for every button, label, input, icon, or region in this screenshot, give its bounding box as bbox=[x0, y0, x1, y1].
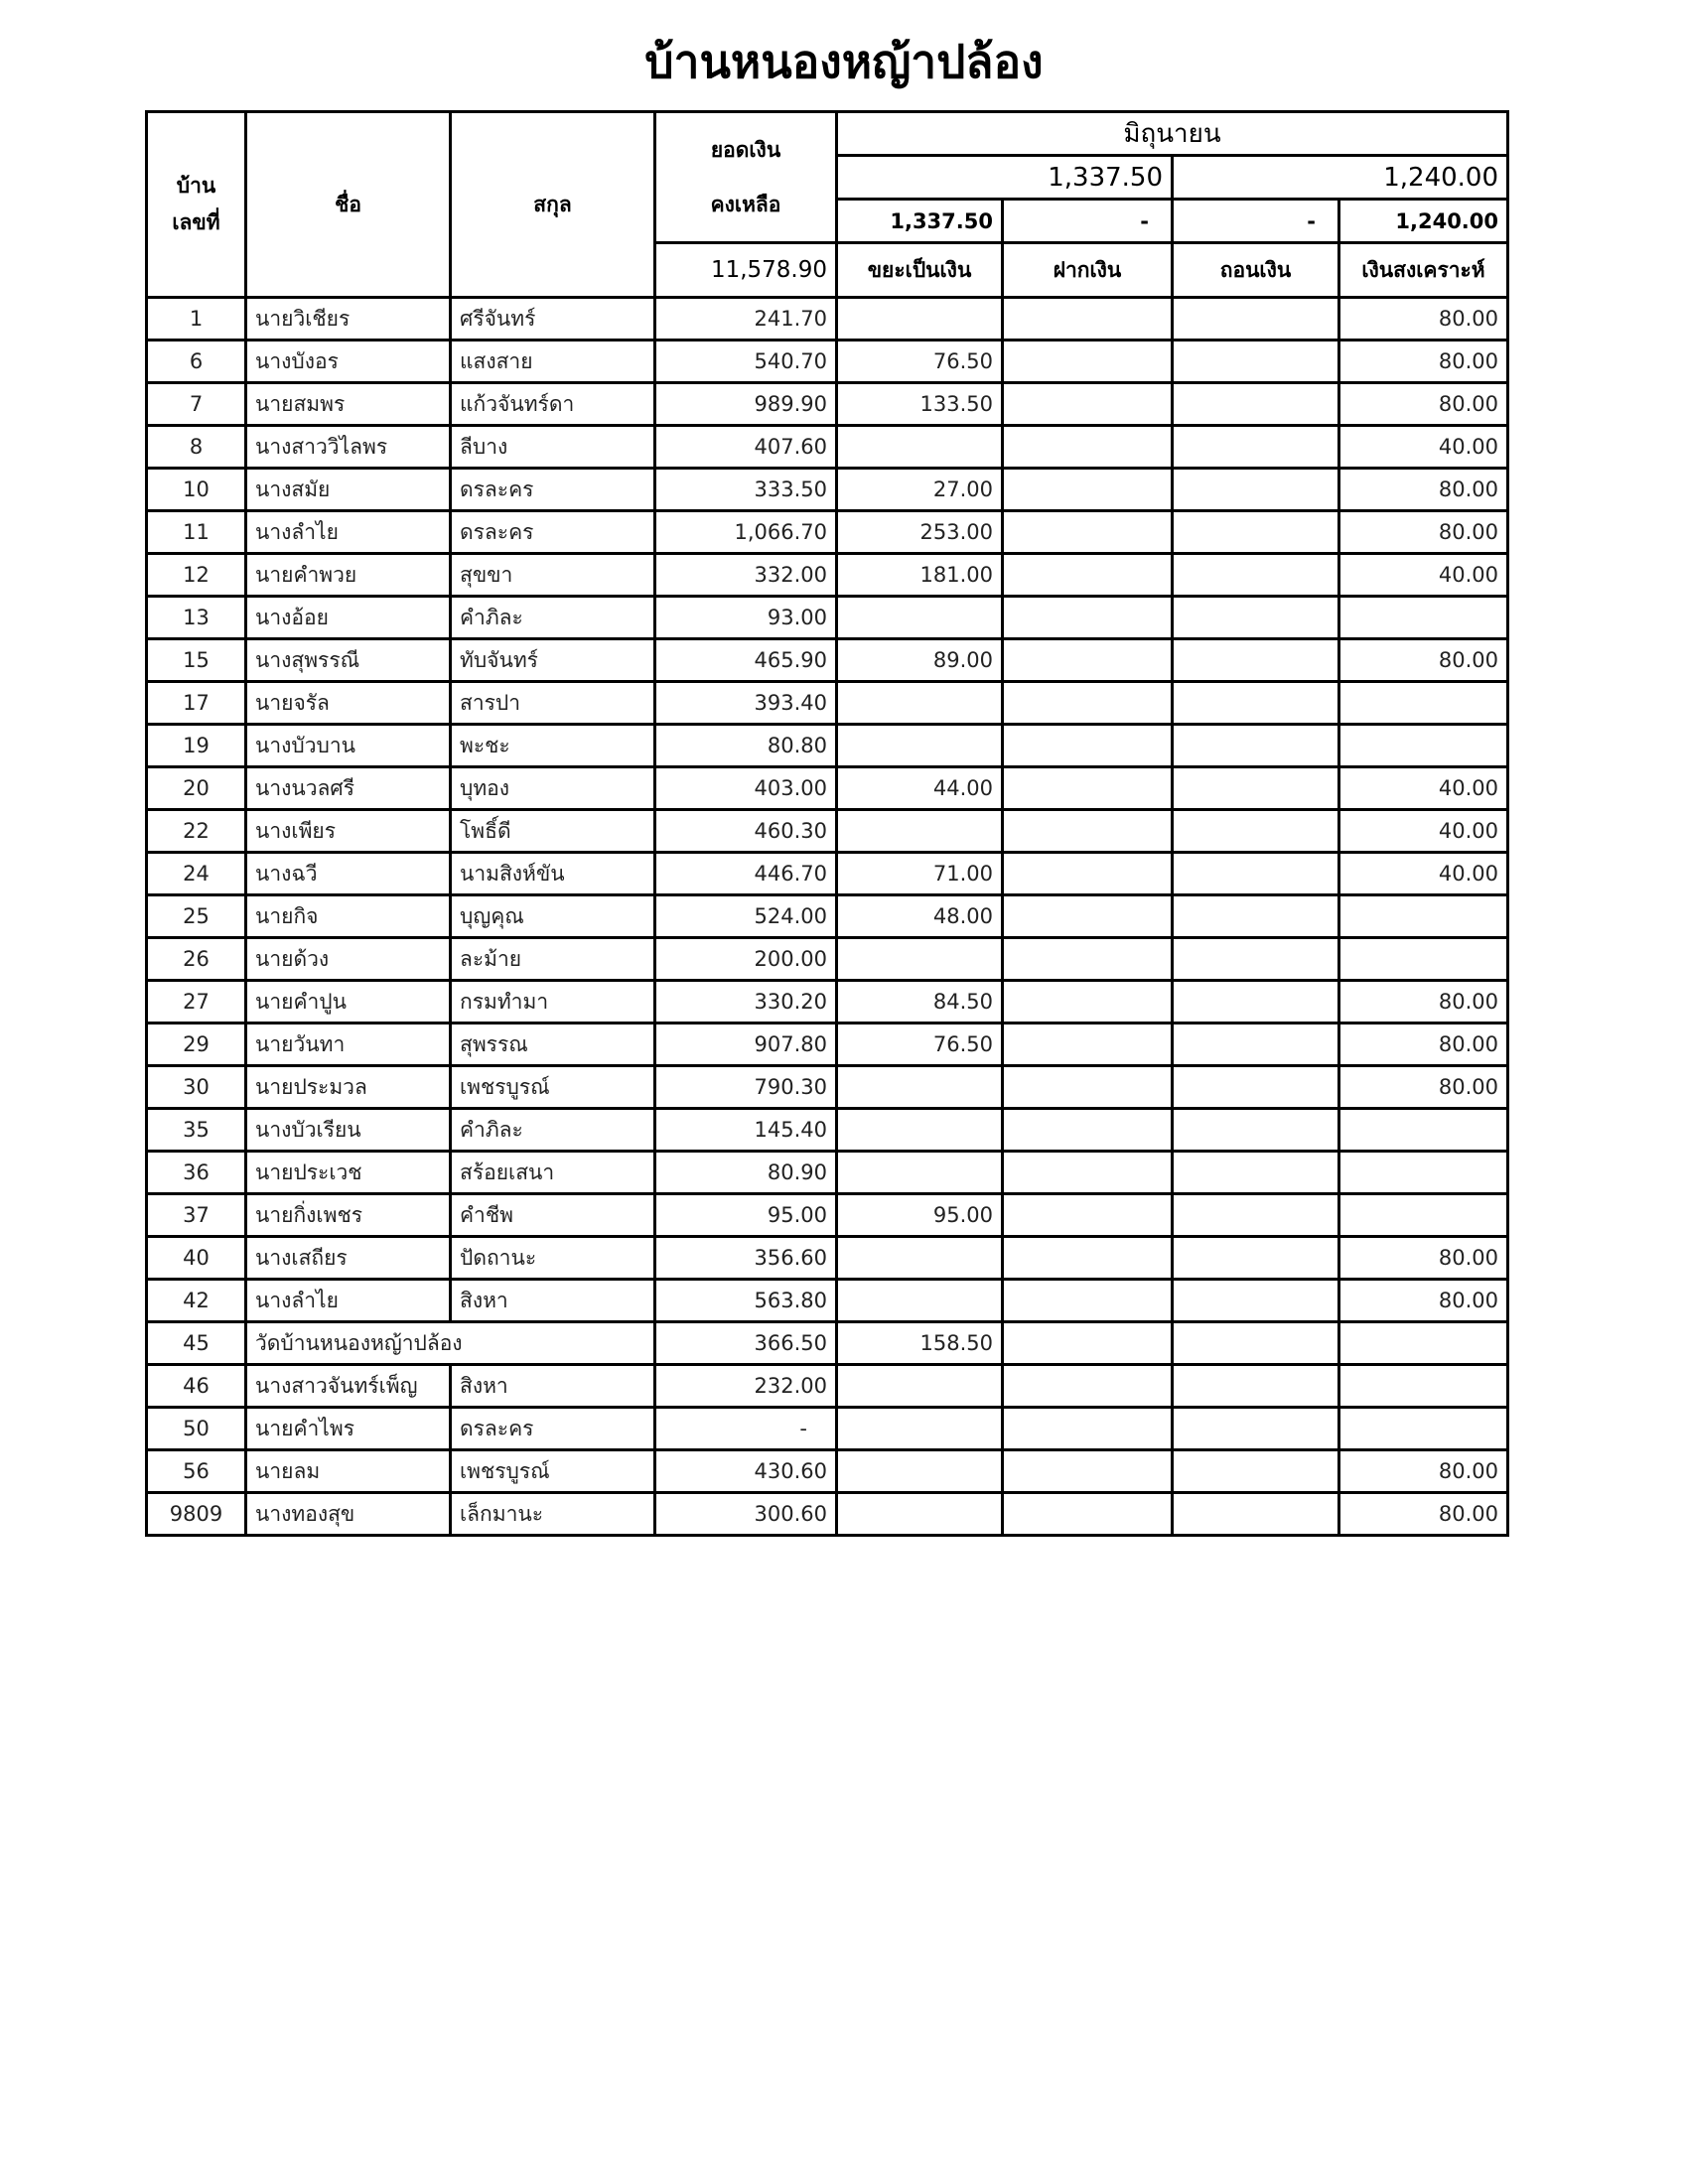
table-row bbox=[147, 298, 1508, 341]
cell-surname: ทับจันทร์ bbox=[451, 639, 655, 682]
cell-withdraw bbox=[1173, 597, 1339, 639]
table-row bbox=[147, 853, 1508, 895]
cell-waste-value: 27.00 bbox=[837, 469, 1003, 511]
cell-welfare bbox=[1339, 1109, 1508, 1152]
cell-surname: คำภิละ bbox=[451, 1109, 655, 1152]
cell-withdraw bbox=[1173, 1408, 1339, 1450]
cell-balance: 333.50 bbox=[655, 469, 837, 511]
header-group-total-1: 1,337.50 bbox=[837, 156, 1173, 200]
cell-withdraw bbox=[1173, 1237, 1339, 1280]
cell-withdraw bbox=[1173, 639, 1339, 682]
cell-balance: 563.80 bbox=[655, 1280, 837, 1322]
cell-balance: 907.80 bbox=[655, 1024, 837, 1066]
cell-house-no: 12 bbox=[147, 554, 246, 597]
cell-house-no: 8 bbox=[147, 426, 246, 469]
cell-house-no: 27 bbox=[147, 981, 246, 1024]
cell-name: นายคำพวย bbox=[246, 554, 451, 597]
header-col-welfare: เงินสงเคราะห์ bbox=[1339, 243, 1508, 298]
cell-balance: 446.70 bbox=[655, 853, 837, 895]
cell-surname: เพชรบูรณ์ bbox=[451, 1066, 655, 1109]
cell-welfare: 40.00 bbox=[1339, 810, 1508, 853]
header-total-deposit: - bbox=[1003, 200, 1173, 243]
table-row bbox=[147, 1194, 1508, 1237]
cell-name: นายคำไพร bbox=[246, 1408, 451, 1450]
cell-welfare: 80.00 bbox=[1339, 1280, 1508, 1322]
cell-balance: 200.00 bbox=[655, 938, 837, 981]
cell-name: นางบัวเรียน bbox=[246, 1109, 451, 1152]
cell-deposit bbox=[1003, 511, 1173, 554]
cell-house-no: 56 bbox=[147, 1450, 246, 1493]
cell-withdraw bbox=[1173, 1066, 1339, 1109]
header-total-waste: 1,337.50 bbox=[837, 200, 1003, 243]
cell-name: นางอ้อย bbox=[246, 597, 451, 639]
cell-welfare: 40.00 bbox=[1339, 853, 1508, 895]
table-row bbox=[147, 639, 1508, 682]
cell-withdraw bbox=[1173, 725, 1339, 767]
cell-name: นางฉวี bbox=[246, 853, 451, 895]
cell-withdraw bbox=[1173, 895, 1339, 938]
cell-house-no: 10 bbox=[147, 469, 246, 511]
cell-surname: โพธิ์ดี bbox=[451, 810, 655, 853]
cell-withdraw bbox=[1173, 853, 1339, 895]
cell-deposit bbox=[1003, 1024, 1173, 1066]
cell-balance: 80.80 bbox=[655, 725, 837, 767]
cell-deposit bbox=[1003, 426, 1173, 469]
cell-deposit bbox=[1003, 1066, 1173, 1109]
cell-welfare bbox=[1339, 1152, 1508, 1194]
cell-surname: ดรละคร bbox=[451, 511, 655, 554]
cell-withdraw bbox=[1173, 383, 1339, 426]
cell-welfare: 80.00 bbox=[1339, 383, 1508, 426]
table-row bbox=[147, 1493, 1508, 1536]
cell-withdraw bbox=[1173, 767, 1339, 810]
cell-withdraw bbox=[1173, 554, 1339, 597]
cell-withdraw bbox=[1173, 1450, 1339, 1493]
cell-balance: 790.30 bbox=[655, 1066, 837, 1109]
cell-name: นางสาวจันทร์เพ็ญ bbox=[246, 1365, 451, 1408]
cell-deposit bbox=[1003, 1450, 1173, 1493]
cell-waste-value: 95.00 bbox=[837, 1194, 1003, 1237]
cell-house-no: 26 bbox=[147, 938, 246, 981]
cell-house-no: 22 bbox=[147, 810, 246, 853]
cell-deposit bbox=[1003, 1237, 1173, 1280]
cell-deposit bbox=[1003, 1408, 1173, 1450]
cell-withdraw bbox=[1173, 1493, 1339, 1536]
header-balance-line2: คงเหลือ bbox=[710, 192, 781, 216]
cell-waste-value: 48.00 bbox=[837, 895, 1003, 938]
cell-name: นางเพียร bbox=[246, 810, 451, 853]
cell-welfare: 80.00 bbox=[1339, 639, 1508, 682]
table-row bbox=[147, 469, 1508, 511]
cell-house-no: 1 bbox=[147, 298, 246, 341]
cell-waste-value: 133.50 bbox=[837, 383, 1003, 426]
cell-balance: 241.70 bbox=[655, 298, 837, 341]
cell-name: นางเสถียร bbox=[246, 1237, 451, 1280]
cell-house-no: 50 bbox=[147, 1408, 246, 1450]
cell-waste-value: 84.50 bbox=[837, 981, 1003, 1024]
cell-waste-value: 76.50 bbox=[837, 341, 1003, 383]
cell-surname: ศรีจันทร์ bbox=[451, 298, 655, 341]
cell-waste-value bbox=[837, 725, 1003, 767]
cell-deposit bbox=[1003, 1194, 1173, 1237]
table-row bbox=[147, 554, 1508, 597]
cell-house-no: 7 bbox=[147, 383, 246, 426]
cell-balance: 430.60 bbox=[655, 1450, 837, 1493]
cell-balance: 145.40 bbox=[655, 1109, 837, 1152]
cell-withdraw bbox=[1173, 1152, 1339, 1194]
cell-name: นายด้วง bbox=[246, 938, 451, 981]
cell-balance: 465.90 bbox=[655, 639, 837, 682]
cell-deposit bbox=[1003, 554, 1173, 597]
cell-house-no: 40 bbox=[147, 1237, 246, 1280]
table-row bbox=[147, 1024, 1508, 1066]
cell-welfare bbox=[1339, 938, 1508, 981]
table-row bbox=[147, 981, 1508, 1024]
cell-waste-value: 89.00 bbox=[837, 639, 1003, 682]
cell-name: นายกิจ bbox=[246, 895, 451, 938]
cell-house-no: 36 bbox=[147, 1152, 246, 1194]
cell-balance: - bbox=[655, 1408, 837, 1450]
cell-balance: 366.50 bbox=[655, 1322, 837, 1365]
header-col-waste: ขยะเป็นเงิน bbox=[837, 243, 1003, 298]
cell-waste-value bbox=[837, 298, 1003, 341]
cell-welfare: 80.00 bbox=[1339, 298, 1508, 341]
cell-house-no: 19 bbox=[147, 725, 246, 767]
table-row bbox=[147, 1066, 1508, 1109]
cell-waste-value bbox=[837, 1450, 1003, 1493]
cell-surname: ปัดถานะ bbox=[451, 1237, 655, 1280]
cell-withdraw bbox=[1173, 1109, 1339, 1152]
cell-name: นายสมพร bbox=[246, 383, 451, 426]
header-house-no-line2: เลขที่ bbox=[172, 210, 220, 234]
header-balance bbox=[655, 112, 837, 243]
cell-welfare: 40.00 bbox=[1339, 426, 1508, 469]
cell-surname: สุพรรณ bbox=[451, 1024, 655, 1066]
cell-house-no: 9809 bbox=[147, 1493, 246, 1536]
cell-withdraw bbox=[1173, 682, 1339, 725]
cell-name: นายจรัล bbox=[246, 682, 451, 725]
cell-balance: 330.20 bbox=[655, 981, 837, 1024]
cell-surname: สร้อยเสนา bbox=[451, 1152, 655, 1194]
cell-welfare bbox=[1339, 1322, 1508, 1365]
table-row bbox=[147, 1109, 1508, 1152]
cell-welfare: 80.00 bbox=[1339, 511, 1508, 554]
cell-surname: ลีบาง bbox=[451, 426, 655, 469]
header-col-deposit: ฝากเงิน bbox=[1003, 243, 1173, 298]
cell-house-no: 13 bbox=[147, 597, 246, 639]
cell-withdraw bbox=[1173, 298, 1339, 341]
cell-withdraw bbox=[1173, 426, 1339, 469]
header-col-withdraw: ถอนเงิน bbox=[1173, 243, 1339, 298]
cell-deposit bbox=[1003, 1365, 1173, 1408]
cell-name: นางนวลศรี bbox=[246, 767, 451, 810]
cell-welfare: 40.00 bbox=[1339, 554, 1508, 597]
savings-ledger-table bbox=[145, 110, 1509, 1537]
cell-withdraw bbox=[1173, 1280, 1339, 1322]
cell-waste-value bbox=[837, 938, 1003, 981]
cell-welfare bbox=[1339, 1408, 1508, 1450]
cell-house-no: 17 bbox=[147, 682, 246, 725]
table-row bbox=[147, 682, 1508, 725]
cell-deposit bbox=[1003, 639, 1173, 682]
table-row bbox=[147, 511, 1508, 554]
cell-waste-value bbox=[837, 1152, 1003, 1194]
cell-name: นางทองสุข bbox=[246, 1493, 451, 1536]
cell-welfare: 80.00 bbox=[1339, 1450, 1508, 1493]
cell-balance: 1,066.70 bbox=[655, 511, 837, 554]
cell-name: นางบัวบาน bbox=[246, 725, 451, 767]
cell-withdraw bbox=[1173, 341, 1339, 383]
table-row bbox=[147, 1237, 1508, 1280]
table-row bbox=[147, 1450, 1508, 1493]
cell-name: วัดบ้านหนองหญ้าปล้อง bbox=[246, 1322, 655, 1365]
cell-withdraw bbox=[1173, 810, 1339, 853]
cell-house-no: 29 bbox=[147, 1024, 246, 1066]
header-name: ชื่อ bbox=[246, 112, 451, 298]
header-house-no bbox=[147, 112, 246, 298]
cell-welfare: 80.00 bbox=[1339, 1237, 1508, 1280]
cell-house-no: 45 bbox=[147, 1322, 246, 1365]
cell-deposit bbox=[1003, 895, 1173, 938]
cell-house-no: 42 bbox=[147, 1280, 246, 1322]
cell-waste-value bbox=[837, 597, 1003, 639]
cell-waste-value: 181.00 bbox=[837, 554, 1003, 597]
cell-waste-value: 71.00 bbox=[837, 853, 1003, 895]
cell-waste-value bbox=[837, 1493, 1003, 1536]
cell-name: นางบังอร bbox=[246, 341, 451, 383]
table-row bbox=[147, 1322, 1508, 1365]
cell-house-no: 24 bbox=[147, 853, 246, 895]
cell-surname: บุทอง bbox=[451, 767, 655, 810]
cell-waste-value bbox=[837, 810, 1003, 853]
cell-deposit bbox=[1003, 597, 1173, 639]
cell-deposit bbox=[1003, 298, 1173, 341]
cell-deposit bbox=[1003, 469, 1173, 511]
cell-deposit bbox=[1003, 1322, 1173, 1365]
cell-name: นายลม bbox=[246, 1450, 451, 1493]
cell-waste-value bbox=[837, 1066, 1003, 1109]
cell-surname: สิงหา bbox=[451, 1365, 655, 1408]
cell-name: นายกิ่งเพชร bbox=[246, 1194, 451, 1237]
cell-waste-value: 253.00 bbox=[837, 511, 1003, 554]
cell-waste-value bbox=[837, 1280, 1003, 1322]
cell-house-no: 15 bbox=[147, 639, 246, 682]
cell-deposit bbox=[1003, 1109, 1173, 1152]
table-row bbox=[147, 1365, 1508, 1408]
cell-surname: สารปา bbox=[451, 682, 655, 725]
header-month: มิถุนายน bbox=[837, 112, 1508, 156]
table-row bbox=[147, 895, 1508, 938]
cell-welfare: 40.00 bbox=[1339, 767, 1508, 810]
cell-welfare: 80.00 bbox=[1339, 341, 1508, 383]
cell-balance: 95.00 bbox=[655, 1194, 837, 1237]
cell-welfare bbox=[1339, 597, 1508, 639]
table-row bbox=[147, 725, 1508, 767]
cell-surname: คำภิละ bbox=[451, 597, 655, 639]
cell-waste-value: 158.50 bbox=[837, 1322, 1003, 1365]
cell-balance: 460.30 bbox=[655, 810, 837, 853]
table-row bbox=[147, 767, 1508, 810]
cell-deposit bbox=[1003, 1280, 1173, 1322]
header-total-withdraw: - bbox=[1173, 200, 1339, 243]
cell-name: นายประมวล bbox=[246, 1066, 451, 1109]
cell-surname: ละม้าย bbox=[451, 938, 655, 981]
cell-surname: เล็กมานะ bbox=[451, 1493, 655, 1536]
cell-balance: 356.60 bbox=[655, 1237, 837, 1280]
cell-deposit bbox=[1003, 682, 1173, 725]
cell-balance: 393.40 bbox=[655, 682, 837, 725]
cell-house-no: 46 bbox=[147, 1365, 246, 1408]
cell-deposit bbox=[1003, 981, 1173, 1024]
cell-surname: สิงหา bbox=[451, 1280, 655, 1322]
cell-surname: สุขขา bbox=[451, 554, 655, 597]
cell-surname: กรมทำมา bbox=[451, 981, 655, 1024]
cell-waste-value bbox=[837, 1109, 1003, 1152]
cell-withdraw bbox=[1173, 1365, 1339, 1408]
cell-name: นางลำไย bbox=[246, 511, 451, 554]
cell-welfare: 80.00 bbox=[1339, 981, 1508, 1024]
cell-surname: ดรละคร bbox=[451, 1408, 655, 1450]
cell-withdraw bbox=[1173, 981, 1339, 1024]
cell-surname: เพชรบูรณ์ bbox=[451, 1450, 655, 1493]
table-row bbox=[147, 938, 1508, 981]
header-group-total-2: 1,240.00 bbox=[1173, 156, 1508, 200]
cell-withdraw bbox=[1173, 1194, 1339, 1237]
cell-welfare bbox=[1339, 1194, 1508, 1237]
cell-surname: แสงสาย bbox=[451, 341, 655, 383]
cell-welfare: 80.00 bbox=[1339, 1024, 1508, 1066]
cell-deposit bbox=[1003, 938, 1173, 981]
cell-surname: บุญคุณ bbox=[451, 895, 655, 938]
cell-name: นางลำไย bbox=[246, 1280, 451, 1322]
header-balance-line1: ยอดเงิน bbox=[710, 137, 781, 162]
cell-surname: พะชะ bbox=[451, 725, 655, 767]
cell-withdraw bbox=[1173, 1322, 1339, 1365]
header-balance-total: 11,578.90 bbox=[655, 243, 837, 298]
cell-house-no: 37 bbox=[147, 1194, 246, 1237]
table-row bbox=[147, 597, 1508, 639]
cell-surname: ดรละคร bbox=[451, 469, 655, 511]
cell-balance: 332.00 bbox=[655, 554, 837, 597]
cell-balance: 80.90 bbox=[655, 1152, 837, 1194]
cell-house-no: 35 bbox=[147, 1109, 246, 1152]
cell-house-no: 30 bbox=[147, 1066, 246, 1109]
table-row bbox=[147, 1408, 1508, 1450]
table-row bbox=[147, 810, 1508, 853]
cell-house-no: 20 bbox=[147, 767, 246, 810]
cell-waste-value bbox=[837, 426, 1003, 469]
cell-waste-value bbox=[837, 682, 1003, 725]
cell-withdraw bbox=[1173, 938, 1339, 981]
cell-name: นายวันทา bbox=[246, 1024, 451, 1066]
header-total-welfare: 1,240.00 bbox=[1339, 200, 1508, 243]
cell-deposit bbox=[1003, 767, 1173, 810]
cell-deposit bbox=[1003, 341, 1173, 383]
cell-balance: 540.70 bbox=[655, 341, 837, 383]
header-house-no-line1: บ้าน bbox=[176, 174, 216, 198]
cell-name: นางสมัย bbox=[246, 469, 451, 511]
cell-deposit bbox=[1003, 1493, 1173, 1536]
cell-surname: นามสิงห์ขัน bbox=[451, 853, 655, 895]
cell-withdraw bbox=[1173, 1024, 1339, 1066]
cell-balance: 403.00 bbox=[655, 767, 837, 810]
table-row bbox=[147, 341, 1508, 383]
cell-deposit bbox=[1003, 1152, 1173, 1194]
table-row bbox=[147, 426, 1508, 469]
cell-welfare bbox=[1339, 682, 1508, 725]
cell-welfare: 80.00 bbox=[1339, 1066, 1508, 1109]
header-surname: สกุล bbox=[451, 112, 655, 298]
cell-waste-value: 76.50 bbox=[837, 1024, 1003, 1066]
cell-waste-value bbox=[837, 1365, 1003, 1408]
cell-welfare: 80.00 bbox=[1339, 1493, 1508, 1536]
page-title: บ้านหนองหญ้าปล้อง bbox=[644, 35, 1044, 88]
cell-deposit bbox=[1003, 810, 1173, 853]
cell-deposit bbox=[1003, 725, 1173, 767]
cell-deposit bbox=[1003, 383, 1173, 426]
cell-withdraw bbox=[1173, 511, 1339, 554]
cell-surname: คำชีพ bbox=[451, 1194, 655, 1237]
cell-name: นายวิเชียร bbox=[246, 298, 451, 341]
cell-welfare: 80.00 bbox=[1339, 469, 1508, 511]
table-row bbox=[147, 383, 1508, 426]
table-row bbox=[147, 1152, 1508, 1194]
cell-balance: 300.60 bbox=[655, 1493, 837, 1536]
cell-house-no: 25 bbox=[147, 895, 246, 938]
cell-house-no: 11 bbox=[147, 511, 246, 554]
cell-welfare bbox=[1339, 725, 1508, 767]
cell-waste-value bbox=[837, 1408, 1003, 1450]
cell-withdraw bbox=[1173, 469, 1339, 511]
cell-welfare bbox=[1339, 1365, 1508, 1408]
cell-balance: 93.00 bbox=[655, 597, 837, 639]
cell-surname: แก้วจันทร์ดา bbox=[451, 383, 655, 426]
table-row bbox=[147, 1280, 1508, 1322]
cell-house-no: 6 bbox=[147, 341, 246, 383]
cell-waste-value bbox=[837, 1237, 1003, 1280]
cell-name: นางสาววิไลพร bbox=[246, 426, 451, 469]
cell-balance: 232.00 bbox=[655, 1365, 837, 1408]
cell-deposit bbox=[1003, 853, 1173, 895]
cell-name: นางสุพรรณี bbox=[246, 639, 451, 682]
cell-waste-value: 44.00 bbox=[837, 767, 1003, 810]
cell-balance: 524.00 bbox=[655, 895, 837, 938]
cell-balance: 407.60 bbox=[655, 426, 837, 469]
cell-name: นายคำปูน bbox=[246, 981, 451, 1024]
cell-welfare bbox=[1339, 895, 1508, 938]
cell-balance: 989.90 bbox=[655, 383, 837, 426]
cell-name: นายประเวช bbox=[246, 1152, 451, 1194]
